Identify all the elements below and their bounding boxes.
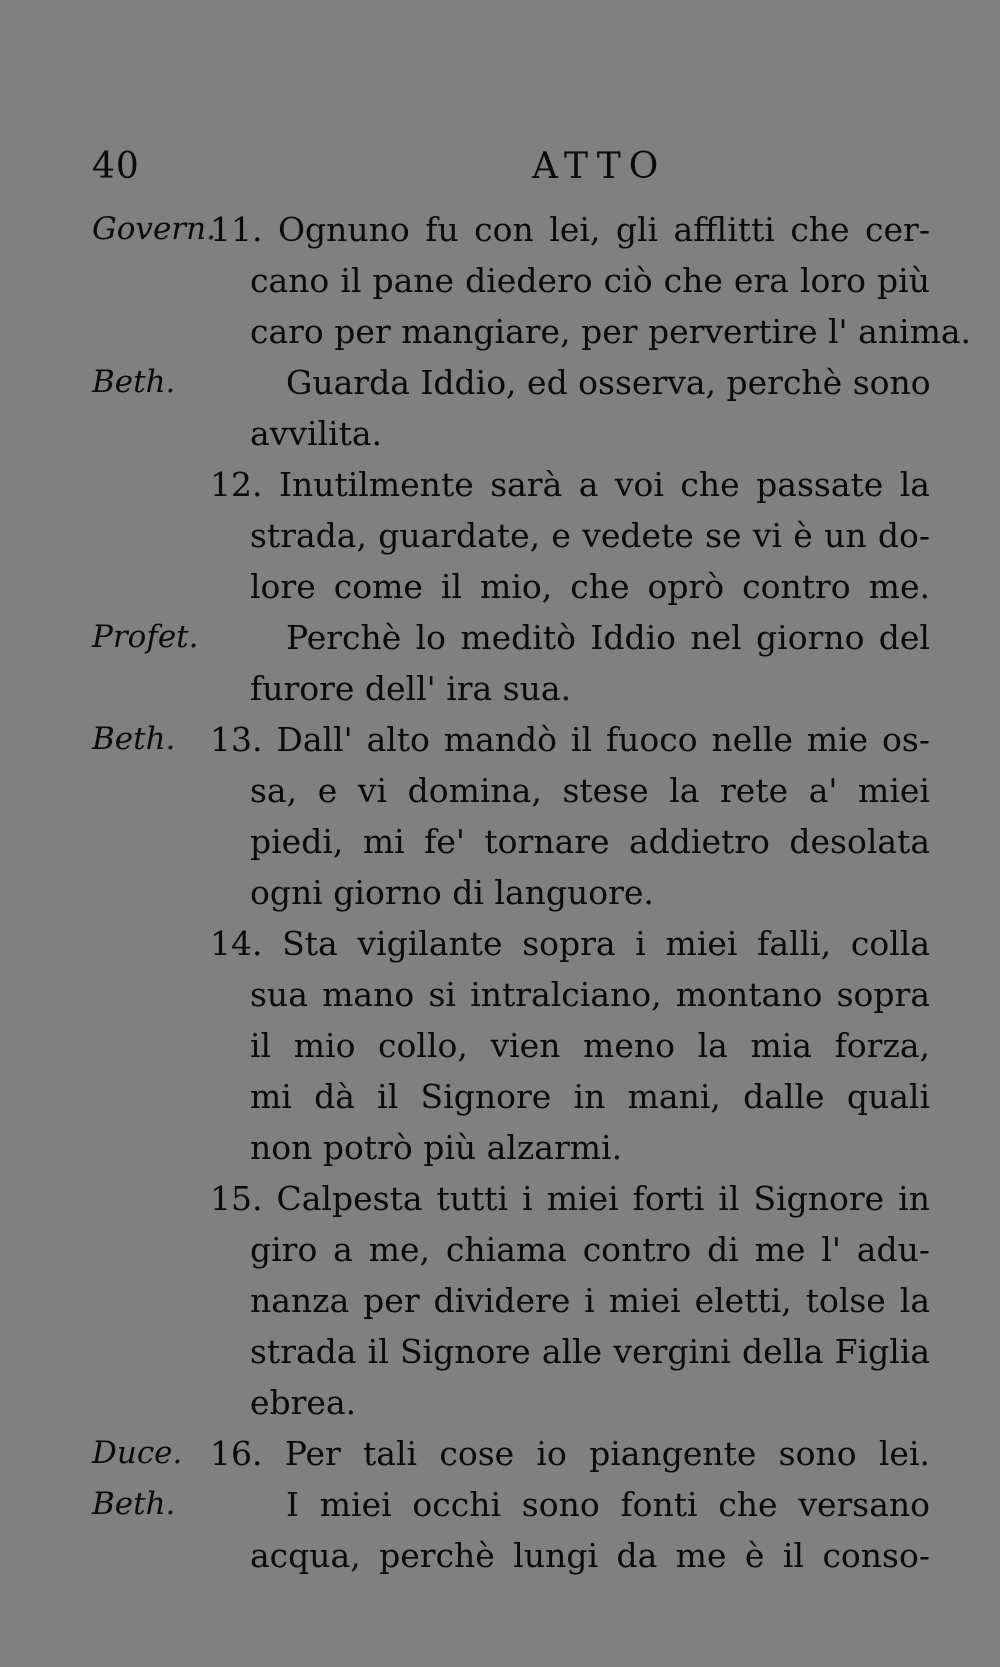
verse-text: ogni giorno di languore. (250, 873, 654, 912)
verse-text: acqua, perchè lungi da me è il conso- (250, 1536, 930, 1575)
verse-text: Perchè lo meditò Iddio nel giorno del (286, 618, 930, 657)
text-line (92, 969, 932, 1020)
speaker-label: Beth. (92, 364, 176, 400)
text-line (92, 561, 932, 612)
verse-text: sa, e vi domina, stese la rete a' miei (250, 771, 930, 810)
speaker-label: Duce. (92, 1435, 183, 1471)
text-line (92, 1530, 932, 1581)
text-line (92, 663, 932, 714)
running-title: ATTO (532, 146, 667, 187)
verse-text: giro a me, chiama contro di me l' adu- (250, 1230, 930, 1269)
text-line (92, 1071, 932, 1122)
text-line (92, 1377, 932, 1428)
text-line (92, 357, 932, 408)
verse-text: cano il pane diedero ciò che era loro più (250, 261, 930, 300)
verse-text: 14. Sta vigilante sopra i miei falli, colla (210, 924, 930, 963)
verse-text: non potrò più alzarmi. (250, 1128, 623, 1167)
text-line (92, 408, 932, 459)
text-line (92, 714, 932, 765)
text-line (92, 1020, 932, 1071)
text-line (92, 510, 932, 561)
text-line (92, 1326, 932, 1377)
verse-text: ebrea. (250, 1383, 357, 1422)
speaker-label: Beth. (92, 721, 176, 757)
text-line (92, 255, 932, 306)
verse-text: strada, guardate, e vedete se vi è un do- (250, 516, 930, 555)
verse-text: strada il Signore alle vergini della Figlia (250, 1332, 930, 1371)
page-header (92, 140, 922, 190)
verse-text: 16. Per tali cose io piangente sono lei. (210, 1434, 930, 1473)
text-line (92, 306, 972, 357)
verse-text: Guarda Iddio, ed osserva, perchè sono (286, 363, 931, 402)
verse-text: sua mano si intralciano, montano sopra (250, 975, 930, 1014)
speaker-label: Govern. (92, 211, 216, 247)
text-line (92, 1275, 932, 1326)
verse-text: il mio collo, vien meno la mia forza, (250, 1026, 930, 1065)
text-line (92, 1173, 932, 1224)
speaker-label: Beth. (92, 1486, 176, 1522)
speaker-label: Profet. (92, 619, 199, 655)
verse-text: 15. Calpesta tutti i miei forti il Signore in (210, 1179, 930, 1218)
verse-text: lore come il mio, che oprò contro me. (250, 567, 930, 606)
verse-text: nanza per dividere i miei eletti, tolse la (250, 1281, 930, 1320)
verse-text: avvilita. (250, 414, 383, 453)
verse-text: I miei occhi sono fonti che versano (286, 1485, 930, 1524)
text-line (92, 1479, 932, 1530)
text-line (92, 459, 932, 510)
verse-text: furore dell' ira sua. (250, 669, 572, 708)
verse-text: piedi, mi fe' tornare addietro desolata (250, 822, 930, 861)
text-line (92, 867, 932, 918)
verse-text: mi dà il Signore in mani, dalle quali (250, 1077, 930, 1116)
text-block (92, 204, 972, 1581)
text-line (92, 1224, 932, 1275)
verse-text: 12. Inutilmente sarà a voi che passate la (210, 465, 930, 504)
text-line (92, 204, 932, 255)
text-line (92, 765, 932, 816)
text-line (92, 918, 932, 969)
verse-text: 13. Dall' alto mandò il fuoco nelle mie os- (210, 720, 930, 759)
text-line (92, 612, 932, 663)
page-number: 40 (92, 146, 140, 187)
text-line (92, 1428, 932, 1479)
text-line (92, 1122, 932, 1173)
text-line (92, 816, 932, 867)
verse-text: 11. Ognuno fu con lei, gli afflitti che cer- (210, 210, 930, 249)
verse-text: caro per mangiare, per pervertire l' anima. (250, 312, 972, 351)
